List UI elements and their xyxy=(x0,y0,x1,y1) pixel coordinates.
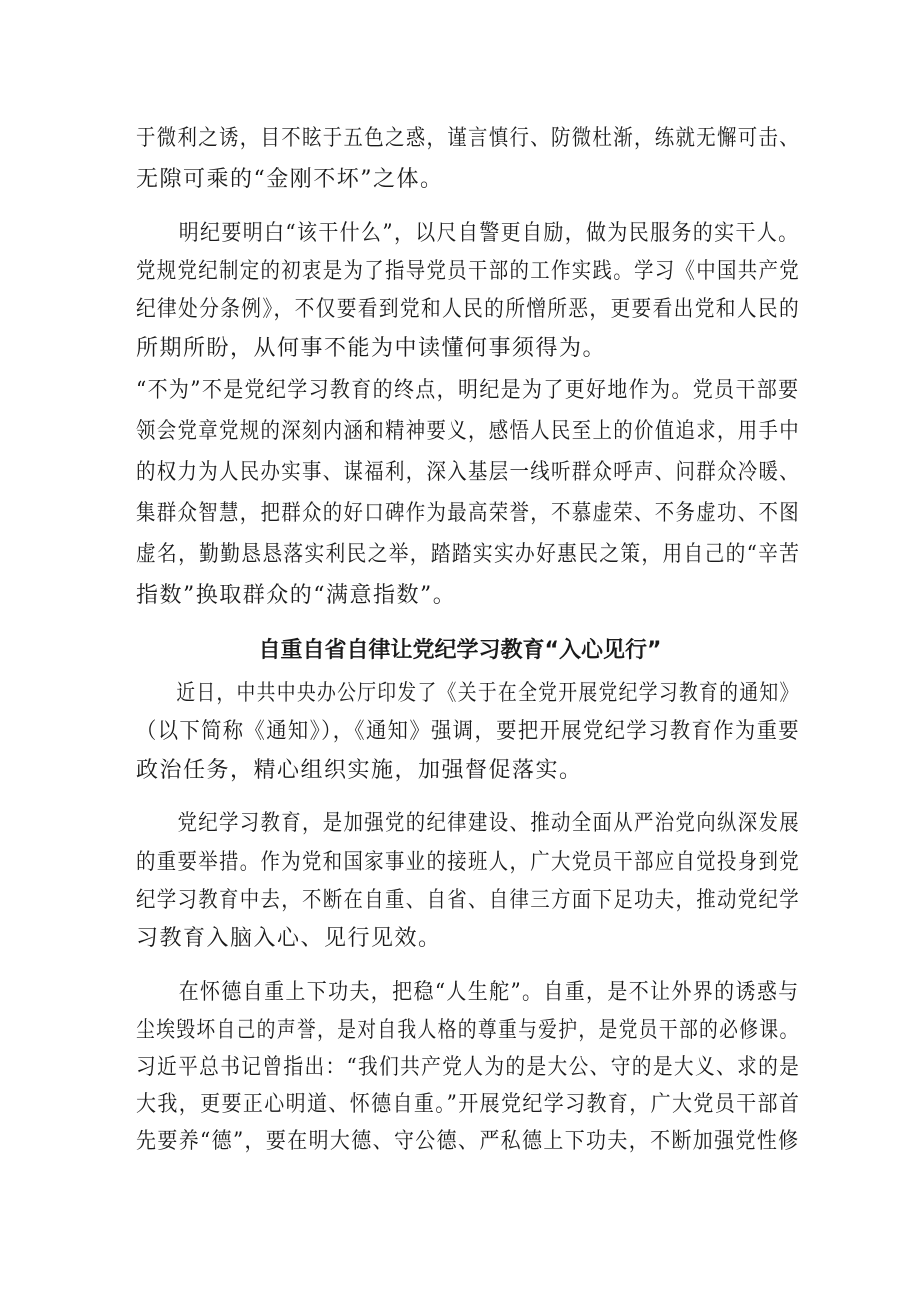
body-text-line: 习近平总书记曾指出：“我们共产党人为的是大公、守的是大义、求的是 xyxy=(136,1055,801,1080)
body-text-line: “不为”不是党纪学习教育的终点，明纪是为了更好地作为。党员干部要 xyxy=(136,378,800,403)
body-text-line: 集群众智慧，把群众的好口碑作为最高荣誉，不慕虚荣、不务虚功、不图 xyxy=(136,501,801,526)
body-text-line: 指数”换取群众的“满意指数”。 xyxy=(136,583,457,608)
body-text-line: 的权力为人民办实事、谋福利，深入基层一线听群众呼声、问群众冷暖、 xyxy=(136,460,801,485)
body-text-line: 纪律处分条例》，不仅要看到党和人民的所憎所恶，更要看出党和人民的 xyxy=(136,297,801,322)
body-text-line: 虚名，勤勤恳恳落实利民之举，踏踏实实办好惠民之策，用自己的“辛苦 xyxy=(136,542,801,567)
body-text-line: （以下简称《通知》），《通知》强调，要把开展党纪学习教育作为重要 xyxy=(136,719,801,744)
body-text-line: 领会党章党规的深刻内涵和精神要义，感悟人民至上的价值追求，用手中 xyxy=(136,419,801,444)
body-text-line: 党纪学习教育，是加强党的纪律建设、推动全面从严治党向纵深发展 xyxy=(136,811,801,836)
body-text-line: 于微利之诱，目不眩于五色之惑，谨言慎行、防微杜渐，练就无懈可击、 xyxy=(136,126,801,151)
body-text-line: 近日，中共中央办公厅印发了《关于在全党开展党纪学习教育的通知》 xyxy=(136,681,800,706)
body-text-line: 在怀德自重上下功夫，把稳“人生舵”。自重，是不让外界的诱惑与 xyxy=(136,980,800,1005)
body-text-line: 纪学习教育中去，不断在自重、自省、自律三方面下足功夫，推动党纪学 xyxy=(136,888,801,913)
article-title: 自重自省自律让党纪学习教育“入心见行” xyxy=(258,638,662,663)
body-text-line: 习教育入脑入心、见行见效。 xyxy=(136,926,442,951)
body-text-line: 党规党纪制定的初衷是为了指导党员干部的工作实践。学习《中国共产党 xyxy=(136,259,801,284)
body-text-line: 明纪要明白“该干什么”，以尺自警更自励，做为民服务的实干人。 xyxy=(136,221,800,246)
body-text-line: 大我，更要正心明道、怀德自重。”开展党纪学习教育，广大党员干部首 xyxy=(136,1092,801,1117)
body-text-line: 无隙可乘的“金刚不坏”之体。 xyxy=(136,167,444,192)
body-text-line: 所期所盼，从何事不能为中读懂何事须得为。 xyxy=(136,336,607,361)
body-text-line: 政治任务，精心组织实施，加强督促落实。 xyxy=(136,758,583,783)
body-text-line: 先要养“德”，要在明大德、守公德、严私德上下功夫，不断加强党性修 xyxy=(136,1129,800,1154)
body-text-line: 尘埃毁坏自己的声誉，是对自我人格的尊重与爱护，是党员干部的必修课。 xyxy=(136,1018,800,1043)
body-text-line: 的重要举措。作为党和国家事业的接班人，广大党员干部应自觉投身到党 xyxy=(136,850,801,875)
